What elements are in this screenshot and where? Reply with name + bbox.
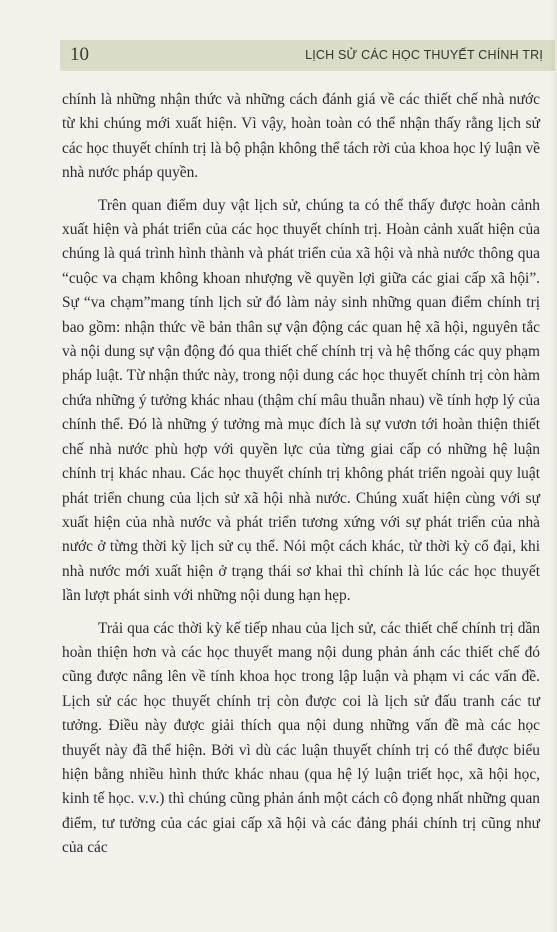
running-title: LỊCH SỬ CÁC HỌC THUYẾT CHÍNH TRỊ [305, 48, 543, 62]
body-text [62, 88, 540, 861]
paragraph-2: Trên quan điểm duy vật lịch sử, chúng ta có thể thấy được hoàn cảnh xuất hiện và phát triển của các học thuyết chính trị. Hoàn cảnh xuất hiện của chúng là quá trình hình thành và phát triển của xã hội và nhà nước thông qua “cuộc va chạm không khoan nhượng về quyền lợi giữa các giai cấp xã hội”. Sự “va chạm”mang tính lịch sử đó làm nảy sinh những quan điểm chính trị bao gồm: nhận thức về bản thân sự vận động các quan hệ xã hội, nguyên tắc và nội dung sự vận động đó qua thiết chế chính trị và hệ thống các quy phạm pháp luật. Từ nhận thức này, trong nội dung các học thuyết chính trị còn hàm chứa những ý tưởng khác nhau (thậm chí mâu thuẫn nhau) về tính hợp lý của chính thể. Đó là những ý tưởng mà mục đích là sự vươn tới hoàn thiện thiết chế nhà nước phù hợp với quyền lực của từng giai cấp có những hệ luận chính trị khác nhau. Các học thuyết chính trị không phát triển ngoài quy luật phát triển chung của lịch sử xã hội nhà nước. Chúng xuất hiện cùng với sự xuất hiện của nhà nước và phát triển tương xứng với sự phát triển của nhà nước ở từng thời kỳ lịch sử cụ thể. Nói một cách khác, từ thời kỳ cổ đại, khi nhà nước mới xuất hiện ở trạng thái sơ khai thì chính là lúc các học thuyết lần lượt phát sinh với những nội dung hạn hẹp. [62, 196, 540, 605]
page-number: 10 [70, 44, 89, 65]
paragraph-3: Trải qua các thời kỳ kế tiếp nhau của lịch sử, các thiết chế chính trị dần hoàn thiện hơn và các học thuyết mang nội dung phản ánh các thiết chế đó cũng được nâng lên về tính khoa học trong lập luận và phạm vi các vấn đề. Lịch sử các học thuyết chính trị còn được coi là lịch sử đấu tranh các tư tưởng. Điều này được giải thích qua nội dung những vấn đề mà các học thuyết này đã thể hiện. Bởi vì dù các luận thuyết chính trị có thể được biểu hiện bằng nhiều hình thức khác nhau (qua hệ lý luận triết học, xã hội học, kinh tế học. v.v.) thì chúng cũng phản ánh một cách cô đọng nhất những quan điểm, tư tưởng của các giai cấp xã hội và các đảng phái chính trị cũng như của các [62, 619, 540, 857]
paragraph-1: chính là những nhận thức và những cách đánh giá về các thiết chế nhà nước từ khi chúng mới xuất hiện. Vì vậy, hoàn toàn có thể nhận thấy rằng lịch sử các học thuyết chính trị là bộ phận không thể tách rời của khoa học lý luận về nhà nước pháp quyền. [62, 91, 540, 182]
page-edge-shadow [549, 0, 557, 932]
